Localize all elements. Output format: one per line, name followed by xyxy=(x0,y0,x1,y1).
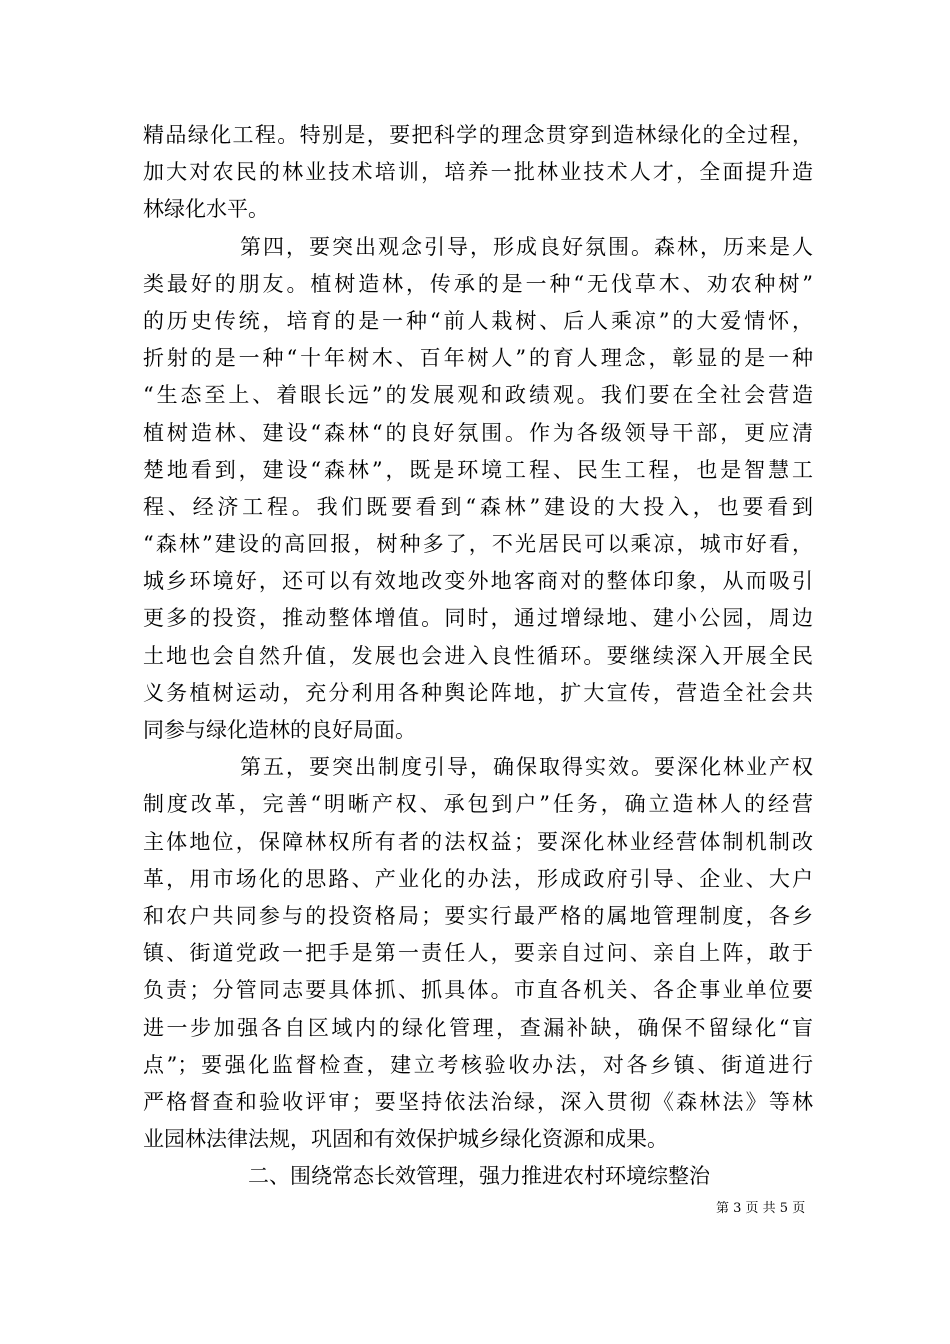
text-line: 严格督查和验收评审；要坚持依法治绿，深入贯彻《森林法》等林 xyxy=(143,1089,813,1114)
text-line: 制度改革，完善“明晰产权、承包到户”任务，确立造林人的经营 xyxy=(143,792,813,817)
paragraph xyxy=(143,117,813,229)
text-line: 第五，要突出制度引导，确保取得实效。要深化林业产权 xyxy=(240,755,813,780)
text-line: 业园林法律法规，巩固和有效保护城乡绿化资源和成果。 xyxy=(143,1127,668,1152)
paragraph xyxy=(143,229,813,750)
text-line: 更多的投资，推动整体增值。同时，通过增绿地、建小公园，周边 xyxy=(143,606,813,631)
text-line: 精品绿化工程。特别是，要把科学的理念贯穿到造林绿化的全过程， xyxy=(143,123,813,147)
text-line: 进一步加强各自区域内的绿化管理，查漏补缺，确保不留绿化“盲 xyxy=(143,1015,813,1040)
text-line: 义务植树运动，充分利用各种舆论阵地，扩大宣传，营造全社会共 xyxy=(143,680,813,705)
text-line: “生态至上、着眼长远”的发展观和政绩观。我们要在全社会营造 xyxy=(143,383,813,408)
text-line: 林绿化水平。 xyxy=(143,197,269,222)
text-line: 主体地位，保障林权所有者的法权益；要深化林业经营体制机制改 xyxy=(143,829,813,854)
text-line: 革，用市场化的思路、产业化的办法，形成政府引导、企业、大户 xyxy=(143,866,813,891)
text-line: 加大对农民的林业技术培训，培养一批林业技术人才，全面提升造 xyxy=(143,160,813,185)
text-line: 负责；分管同志要具体抓、抓具体。市直各机关、各企事业单位要 xyxy=(143,978,813,1003)
text-line: 城乡环境好，还可以有效地改变外地客商对的整体印象，从而吸引 xyxy=(143,569,813,594)
text-line: 折射的是一种“十年树木、百年树人”的育人理念，彰显的是一种 xyxy=(143,346,813,371)
text-line: 程、经济工程。我们既要看到“森林”建设的大投入，也要看到 xyxy=(143,494,813,519)
text-line: 类最好的朋友。植树造林，传承的是一种“无伐草木、劝农种树” xyxy=(143,271,813,296)
text-line: 和农户共同参与的投资格局；要实行最严格的属地管理制度，各乡 xyxy=(143,903,813,928)
text-line: 同参与绿化造林的良好局面。 xyxy=(143,718,416,742)
text-line: 土地也会自然升值，发展也会进入良性循环。要继续深入开展全民 xyxy=(143,643,813,668)
text-line: “森林”建设的高回报，树种多了，不光居民可以乘凉，城市好看， xyxy=(143,532,813,557)
text-line: 第四，要突出观念引导，形成良好氛围。森林，历来是人 xyxy=(240,234,813,259)
text-line: 的历史传统，培育的是一种“前人栽树、后人乘凉”的大爱情怀， xyxy=(143,308,813,333)
text-line: 二、围绕常态长效管理，强力推进农村环境综整治 xyxy=(248,1164,710,1189)
text-line: 镇、街道党政一把手是第一责任人，要亲自过问、亲自上阵，敢于 xyxy=(143,941,813,966)
text-line: 点”；要强化监督检查，建立考核验收办法，对各乡镇、街道进行 xyxy=(143,1052,813,1077)
paragraph xyxy=(143,749,813,1158)
section-heading xyxy=(143,1158,813,1195)
text-line: 楚地看到，建设“森林”，既是环境工程、民生工程，也是智慧工 xyxy=(143,457,813,482)
document-body xyxy=(143,117,813,1195)
text-line: 植树造林、建设“森林“的良好氛围。作为各级领导干部，更应清 xyxy=(143,420,813,445)
page-number-footer: 第 3 页 共 5 页 xyxy=(716,1201,806,1216)
